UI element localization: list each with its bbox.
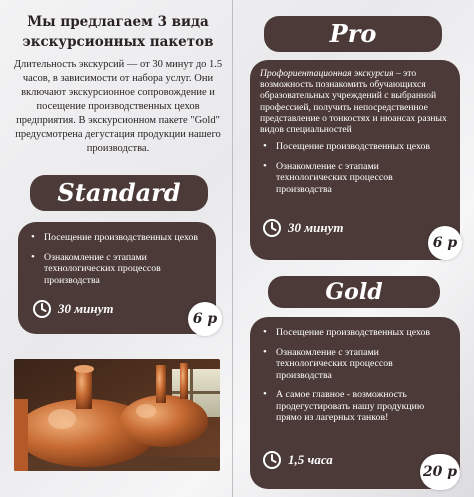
pro-features	[260, 141, 450, 195]
pro-title: Pro	[329, 19, 377, 48]
clock-icon	[262, 218, 282, 238]
pro-title-pill	[264, 16, 442, 52]
standard-price-badge	[188, 302, 222, 336]
list-item: • Ознакомление с этапами технологических процессов производства	[260, 347, 450, 382]
brewery-tanks-image	[14, 359, 220, 471]
gold-duration	[262, 450, 333, 470]
pro-description	[260, 68, 450, 135]
gold-title: Gold	[325, 279, 383, 305]
standard-title-pill	[30, 175, 208, 211]
gold-title-pill	[268, 276, 440, 308]
list-item: • Ознакомление с этапами технологических процессов производства	[260, 161, 450, 196]
brewery-tanks-photo	[14, 359, 220, 471]
clock-icon	[32, 299, 52, 319]
gold-duration-text: 1,5 часа	[288, 452, 333, 467]
list-item: • Посещение производственных цехов	[260, 327, 450, 339]
intro-title	[6, 12, 230, 52]
gold-price: 20 р	[422, 464, 458, 480]
list-item: • Ознакомление с этапами технологических процессов производства	[28, 252, 206, 287]
standard-duration	[32, 299, 114, 319]
list-item: • Посещение производственных цехов	[28, 232, 206, 244]
gold-features	[260, 327, 450, 424]
intro-title-line1: Мы предлагаем 3 вида	[27, 14, 209, 30]
pro-description-rest: – это возможность познакомить обучающихся образовательных учреждений с выбранной профессией, получить непосредственное представление о тонкостях и нюансах разных видов специальностей	[260, 68, 447, 136]
clock-icon	[262, 450, 282, 470]
list-item: • А самое главное - возможность продегустировать нашу продукцию прямо из лагерных танков!	[260, 389, 450, 424]
pro-price-badge	[428, 226, 462, 260]
standard-title: Standard	[57, 178, 181, 207]
intro-title-line2: экскурсионных пакетов	[22, 34, 214, 50]
list-item: • Посещение производственных цехов	[260, 141, 450, 153]
standard-features	[28, 232, 206, 286]
pro-duration-text: 30 минут	[288, 220, 344, 235]
intro-section	[6, 12, 230, 156]
intro-body: Длительность экскурсий — от 30 минут до 1.5 часов, в зависимости от набора услуг. Они включают экскурсионное сопровождение и посещение производственных цехов предприятия. В экскурсионном пакете "Gold" предусмотрена дегустация продукции нашего производства.	[13, 59, 223, 154]
standard-price: 6 р	[192, 311, 218, 327]
gold-price-badge	[420, 454, 460, 490]
standard-duration-text: 30 минут	[58, 301, 114, 316]
pro-duration	[262, 218, 344, 238]
pro-price: 6 р	[432, 235, 458, 251]
column-divider	[232, 0, 233, 497]
pro-description-prefix: Профориентационная экскурсия	[260, 68, 394, 79]
